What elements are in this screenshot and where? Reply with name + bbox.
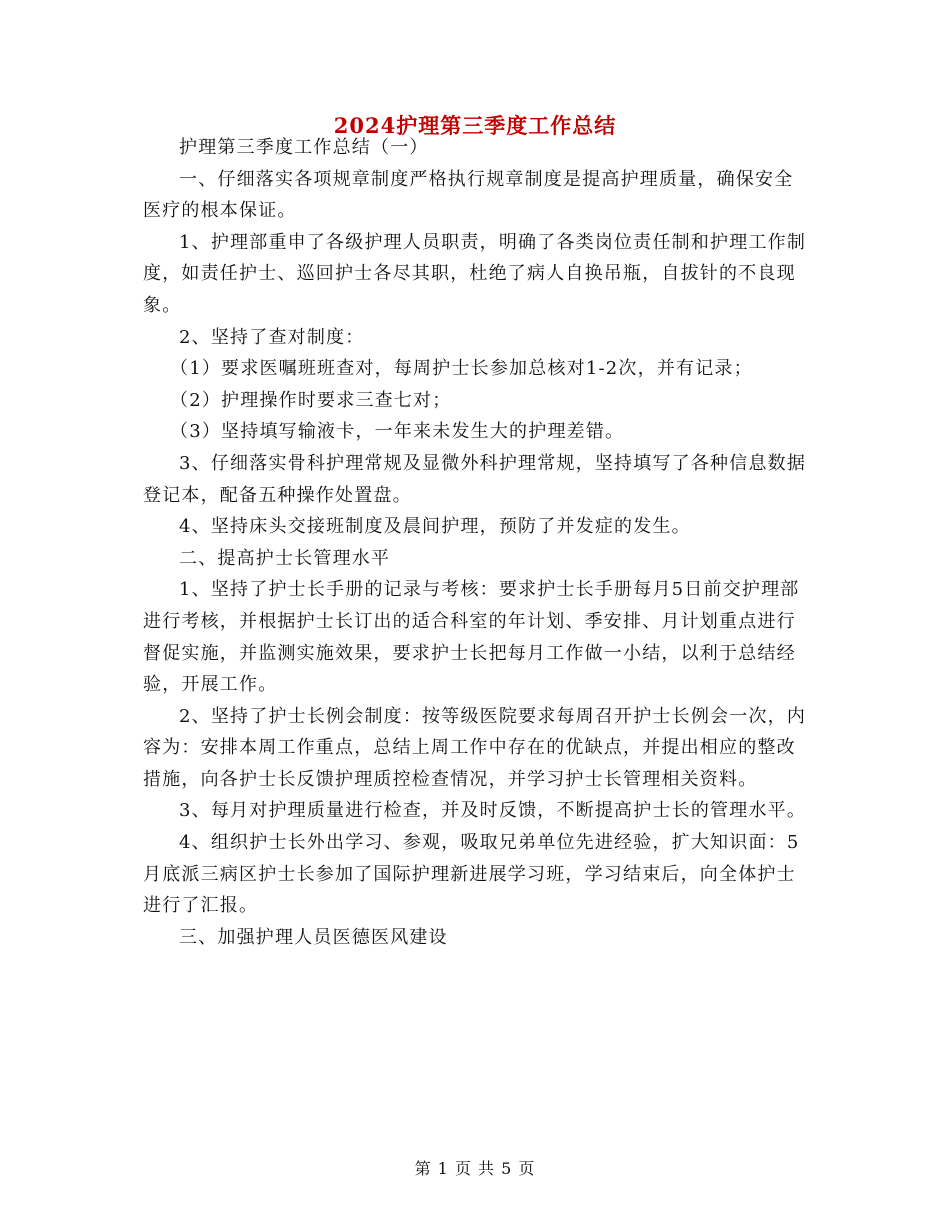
paragraph-section-1-heading: 一、仔细落实各项规章制度严格执行规章制度是提高护理质量，确保安全医疗的根本保证。: [143, 168, 794, 222]
paragraph-item-1-2: 2、坚持了查对制度：: [179, 326, 365, 348]
paragraph-item-2-2: 2、坚持了护士长例会制度：按等级医院要求每周召开护士长例会一次，内容为：安排本周工作重点，总结上周工作中存在的优缺点，并提出相应的整改措施，向各护士长反馈护理质控检查情况，并学习护士长管理相关资料。: [143, 705, 807, 790]
document-title: 2024护理第三季度工作总结: [333, 113, 617, 138]
page-footer: 第 1 页 共 5 页: [414, 1159, 536, 1178]
document-body: [143, 132, 809, 953]
paragraph-item-1-1: 1、护理部重申了各级护理人员职责，明确了各类岗位责任制和护理工作制度，如责任护士、巡回护士各尽其职，杜绝了病人自换吊瓶，自拔针的不良现象。: [143, 231, 807, 316]
paragraph-subitem-2: （2）护理操作时要求三查七对；: [170, 389, 452, 411]
paragraph-item-1-3: 3、仔细落实骨科护理常规及显微外科护理常规，坚持填写了各种信息数据登记本，配备五种操作处置盘。: [143, 452, 807, 506]
paragraph-subitem-1: （1）要求医嘱班班查对，每周护士长参加总核对1-2次，并有记录；: [170, 358, 753, 380]
paragraph-subitem-3: （3）坚持填写输液卡，一年来未发生大的护理差错。: [170, 421, 625, 443]
paragraph-item-2-1: 1、坚持了护士长手册的记录与考核：要求护士长手册每月5日前交护理部进行考核，并根据护士长订出的适合科室的年计划、季安排、月计划重点进行督促实施，并监测实施效果，要求护士长把每月工作做一小结，以利于总结经验，开展工作。: [143, 579, 800, 696]
paragraph-item-2-4: 4、组织护士长外出学习、参观，吸取兄弟单位先进经验，扩大知识面：5月底派三病区护士长参加了国际护理新进展学习班，学习结束后，向全体护士进行了汇报。: [143, 832, 800, 917]
paragraph-section-3-heading: 三、加强护理人员医德医风建设: [179, 926, 448, 948]
paragraph-section-2-heading: 二、提高护士长管理水平: [179, 547, 391, 569]
paragraph-item-2-3: 3、每月对护理质量进行检查，并及时反馈，不断提高护士长的管理水平。: [179, 800, 807, 822]
paragraph-subtitle: 护理第三季度工作总结（一）: [179, 137, 429, 158]
paragraph-item-1-4: 4、坚持床头交接班制度及晨间护理，预防了并发症的发生。: [179, 516, 691, 538]
